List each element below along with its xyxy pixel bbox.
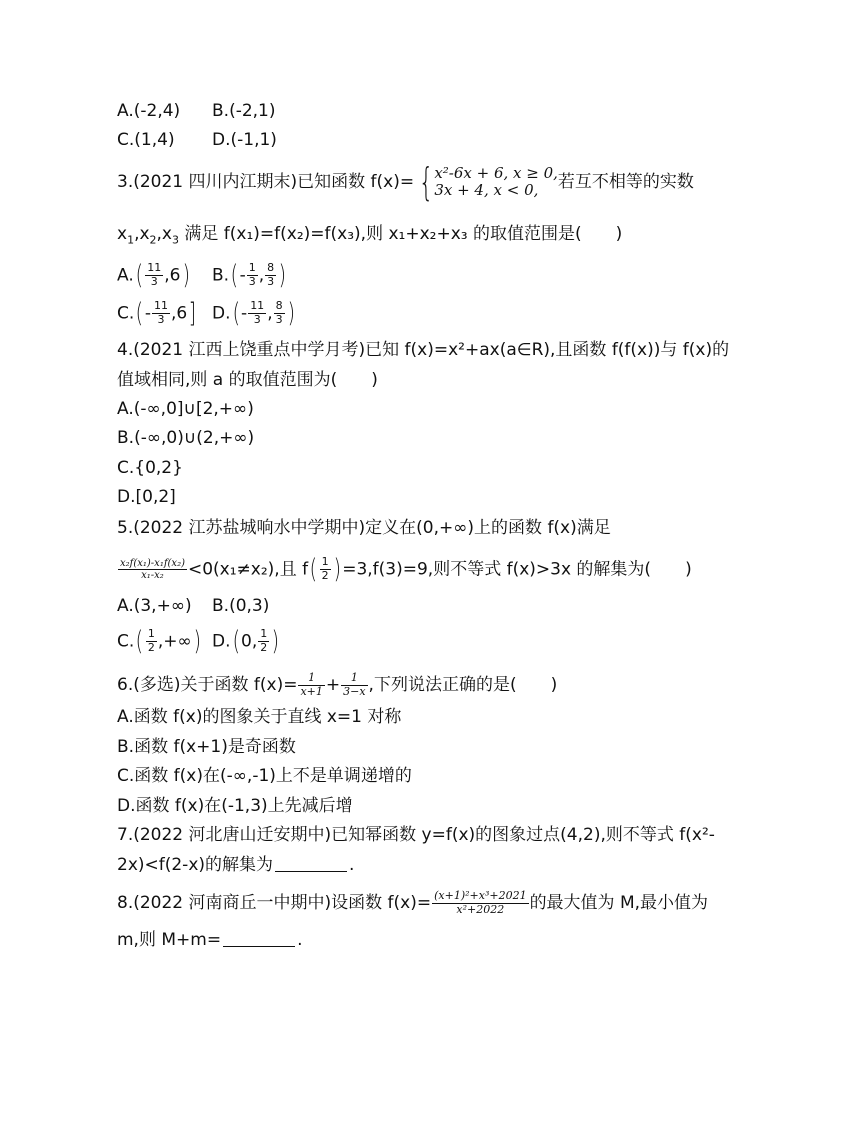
q3-case1: x²-6x + 6, x ≥ 0, (434, 163, 558, 182)
frac-num: 1 (260, 627, 268, 641)
frac-den: 3 (150, 275, 158, 288)
q2-option-c: C.(1,4) (117, 130, 175, 150)
q8-frac-den: x²+2022 (456, 902, 505, 916)
frac-num: 8 (267, 261, 275, 275)
frac-num: 11 (153, 299, 168, 313)
q3-option-c-label: C. (117, 303, 135, 324)
frac-den: 3−x (343, 684, 366, 698)
q4-stem-line1: 4.(2021 江西上饶重点中学月考)已知 f(x)=x²+ax(a∈R),且函数 f(f(x))与 f(x)的 (117, 340, 730, 360)
frac-den: 3 (253, 313, 261, 326)
q5-option-a: A.(3,+∞) (117, 596, 192, 616)
q5-frac-num: x₂f(x₁)-x₁f(x₂) (120, 557, 185, 569)
q8-line2: m,则 M+m= (117, 930, 222, 950)
q4-option-c: C.{0,2} (117, 458, 183, 478)
q2-option-a: A.(-2,4) (117, 101, 181, 121)
q5-option-b: B.(0,3) (212, 596, 270, 616)
frac-den: 3 (267, 275, 275, 288)
q8-answer-blank[interactable] (223, 946, 295, 947)
q7-answer-blank[interactable] (275, 871, 347, 872)
frac-num: 11 (147, 261, 162, 275)
q7-line2: 2x)<f(2-x)的解集为 (117, 855, 274, 875)
q5-options-row2: C.( $\frac{1}{2}$ ,+∞) D.(0, $\frac{1}{2}$ ) (117, 626, 280, 657)
q5-option-d: D.(0, $\frac{1}{2}$ ) (212, 626, 280, 657)
q3-options-row2: C.(- $\frac{11}{3}$ ,6] D.(- $\frac{11}{3}$ , $\frac{8}{3}$ ) (117, 298, 295, 329)
q2-options-row1 (117, 101, 276, 121)
q4-option-a: A.(-∞,0]∪[2,+∞) (117, 399, 254, 419)
q2-option-d: D.(-1,1) (212, 130, 277, 150)
frac-den: 3 (275, 313, 283, 326)
frac-den: x+1 (300, 684, 323, 698)
q7-stem-line2: 2x)<f(2-x)的解集为 . (117, 855, 355, 875)
q5-option-d-head: 0, (241, 631, 258, 652)
q5-options-row1 (117, 596, 270, 616)
q6-stem: 6.(多选)关于函数 f(x)= $\frac{1}{x+1}$ + $\frac{1}{3-x}$ ,下列说法正确的是( ) (117, 671, 558, 698)
q8-frac-num: (x+1)²+x³+2021 (434, 889, 527, 902)
q7-stem-line1: 7.(2022 河北唐山迁安期中)已知幂函数 y=f(x)的图象过点(4,2),则不等式 f(x²- (117, 825, 715, 845)
frac-den: 2 (147, 641, 155, 654)
q3-case2: 3x + 4, x < 0, (434, 181, 539, 199)
frac-num: 8 (275, 299, 283, 313)
frac-num: 1 (147, 627, 155, 641)
q5-stem-line2: $\frac{\text{x₂f(x₁)-x₁f(x₂)}}{\text{x₁-x₂}}$ <0(x₁≠x₂),且 f( $\frac{1}{2}$ )=3,f(3)=9,则不等式 f(x)>3x 的解集为( ) (120, 554, 692, 585)
frac-num: 1 (298, 672, 324, 686)
q3-stem-line1 (117, 160, 694, 204)
frac-num: 11 (250, 299, 265, 313)
frac-num: 1 (321, 555, 329, 569)
q8-prefix: 8.(2022 河南商丘一中期中)设函数 f(x)= (117, 893, 432, 914)
q6-option-a: A.函数 f(x)的图象关于直线 x=1 对称 (117, 707, 402, 727)
q6-option-d: D.函数 f(x)在(-1,3)上先减后增 (117, 796, 353, 816)
q3-option-d: D.(- $\frac{11}{3}$ , $\frac{8}{3}$ ) (212, 298, 295, 329)
frac-num: 1 (248, 261, 256, 275)
q3-option-b-label: B. (212, 265, 230, 286)
q8-stem-line1 (117, 890, 708, 916)
q3-options-row1: A.( $\frac{11}{3}$ ,6) B.(- $\frac{1}{3}$ , $\frac{8}{3}$ ) (117, 260, 287, 291)
q5-frac-den: x₁-x₂ (141, 570, 164, 581)
q4-stem-line2: 值域相同,则 a 的取值范围为( ) (117, 370, 378, 390)
q5-line2-mid: <0(x₁≠x₂),且 f (187, 559, 309, 580)
q5-option-c-tail: ,+∞ (157, 631, 192, 652)
q2-option-b: B.(-2,1) (212, 101, 276, 121)
q2-options-row2 (117, 130, 277, 150)
q3-piecewise: { x²-6x + 6, x ≥ 0, 3x + 4, x < 0, (418, 160, 558, 204)
q8-suffix: 的最大值为 M,最小值为 (529, 893, 709, 914)
q3-option-a-tail: ,6 (164, 265, 181, 286)
q6-suffix: ,下列说法正确的是( ) (368, 675, 558, 696)
frac-num: 1 (341, 672, 367, 686)
q6-option-c: C.函数 f(x)在(-∞,-1)上不是单调递增的 (117, 766, 412, 786)
frac-den: 2 (321, 569, 329, 582)
frac-den: 3 (248, 275, 256, 288)
q8-stem-line2: m,则 M+m= . (117, 930, 303, 950)
q3-suffix: 若互不相等的实数 (557, 172, 694, 192)
q4-option-b: B.(-∞,0)∪(2,+∞) (117, 428, 255, 448)
q5-line2-tail: =3,f(3)=9,则不等式 f(x)>3x 的解集为( ) (342, 559, 692, 580)
q3-option-b: B.(- $\frac{1}{3}$ , $\frac{8}{3}$ ) (212, 260, 287, 291)
q5-option-d-label: D. (212, 631, 231, 652)
frac-den: 2 (260, 641, 268, 654)
q3-option-a-label: A. (117, 265, 134, 286)
frac-den: 3 (157, 313, 165, 326)
q5-option-c-label: C. (117, 631, 135, 652)
q3-prefix: 3.(2021 四川内江期末)已知函数 f(x)= (117, 172, 415, 192)
q3-option-d-label: D. (212, 303, 231, 324)
q3-option-c-tail: ,6 (170, 303, 188, 324)
q4-option-d: D.[0,2] (117, 487, 176, 507)
q3-stem-line2: $x_1,x_2,x_3$ 满足 f(x₁)=f(x₂)=f(x₃),则 x₁+x₂+x₃ 的取值范围是( ) (117, 224, 623, 247)
q3-line2: 满足 f(x₁)=f(x₂)=f(x₃),则 x₁+x₂+x₃ 的取值范围是( ) (184, 224, 623, 244)
q5-stem-line1: 5.(2022 江苏盐城响水中学期中)定义在(0,+∞)上的函数 f(x)满足 (117, 518, 611, 538)
q6-option-b: B.函数 f(x+1)是奇函数 (117, 737, 296, 757)
q6-prefix: 6.(多选)关于函数 f(x)= (117, 675, 298, 696)
